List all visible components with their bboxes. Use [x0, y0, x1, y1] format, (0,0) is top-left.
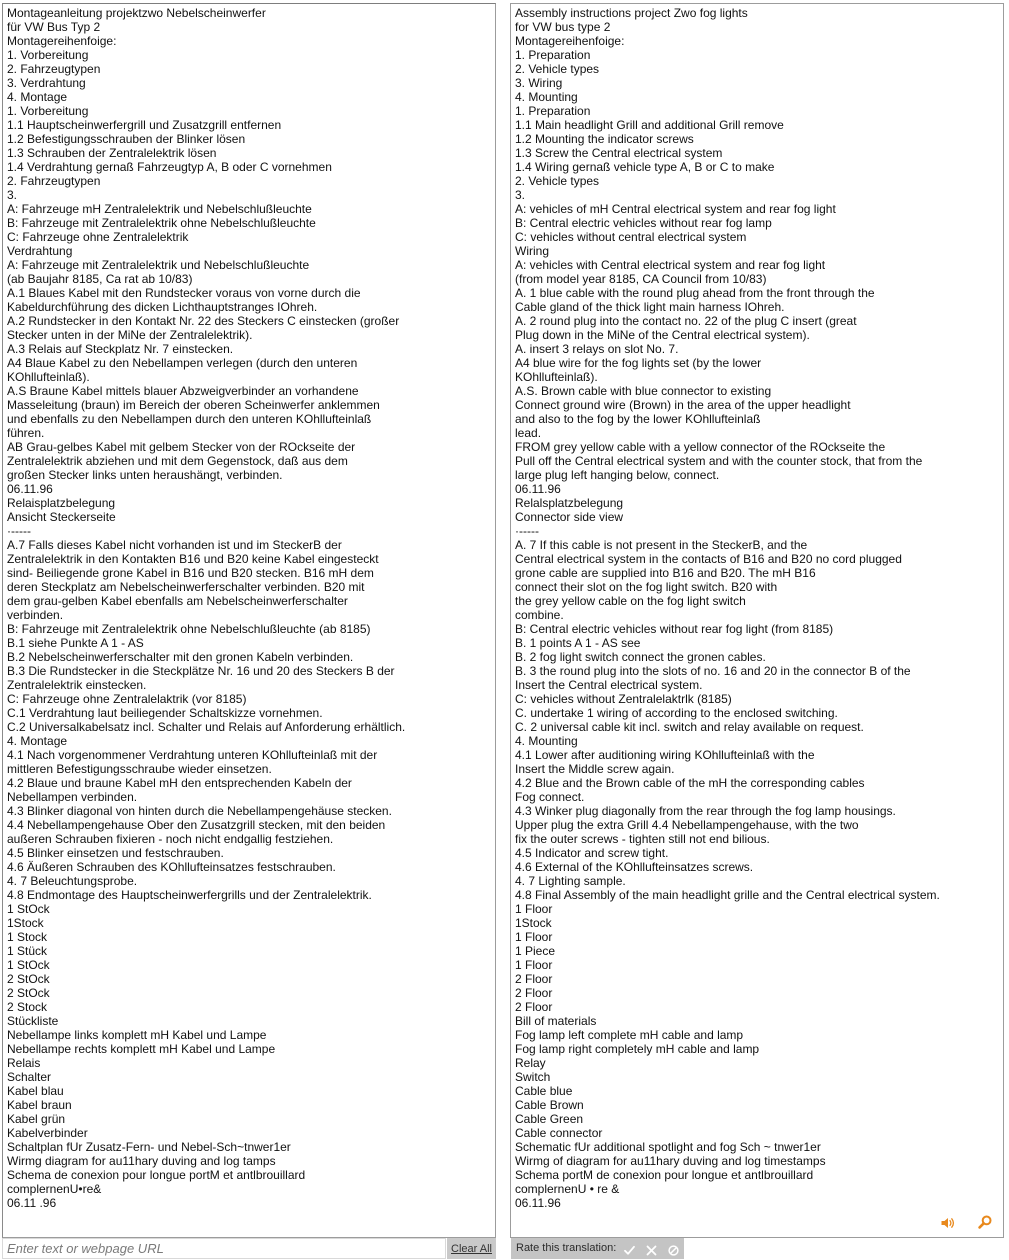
translation-line: Relalsplatzbelegung: [515, 496, 624, 510]
translation-line: 2 Floor: [515, 986, 553, 1000]
source-line: 2 StOck: [7, 986, 50, 1000]
source-line: Nebellampe links komplett mH Kabel und Lampe: [7, 1028, 267, 1042]
source-line: für VW Bus Typ 2: [7, 20, 101, 34]
translation-line: Assembly instructions project Zwo fog lights: [515, 6, 748, 20]
source-line: Zentralelektrik abziehen und mit dem Gegenstock, daß aus dem: [7, 454, 348, 468]
source-line: 4.3 Blinker diagonal von hinten durch die Nebellampengehäuse stecken.: [7, 804, 392, 818]
translation-line: and also to the fog by the lower KOhllufteinlaß: [515, 412, 761, 426]
source-line: Schaltplan fUr Zusatz-Fern- und Nebel-Sch~tnwer1er: [7, 1140, 291, 1154]
source-line: Kabeldurchführung des dicken Lichthauptstranges IOhreh.: [7, 300, 318, 314]
source-line: Schalter: [7, 1070, 52, 1084]
translation-line: Upper plug the extra Grill 4.4 Nebellampengehause, with the two: [515, 818, 859, 832]
translation-line: 4.6 External of the KOhllufteinsatzes screws.: [515, 860, 754, 874]
translation-line: Cable Brown: [515, 1098, 584, 1112]
translation-line: large plug left hanging below, connect.: [515, 468, 720, 482]
translation-line: A: vehicles with Central electrical system and rear fog light: [515, 258, 826, 272]
translation-line: 1. Preparation: [515, 48, 591, 62]
translation-line: Bill of materials: [515, 1014, 597, 1028]
translation-line: A. 2 round plug into the contact no. 22 of the plug C insert (great: [515, 314, 857, 328]
source-line: Ansicht Steckerseite: [7, 510, 116, 524]
translation-line: 4.5 Indicator and screw tight.: [515, 846, 669, 860]
translation-line: 4.8 Final Assembly of the main headlight grille and the Central electrical system.: [515, 888, 940, 902]
source-line: 4. 7 Beleuchtungsprobe.: [7, 874, 138, 888]
translation-line: Cable blue: [515, 1084, 573, 1098]
translation-line: 1 Piece: [515, 944, 556, 958]
x-icon[interactable]: [646, 1243, 657, 1254]
search-icon[interactable]: [978, 1215, 992, 1229]
translation-line: the grey yellow cable on the fog light switch: [515, 594, 746, 608]
source-line: und ebenfalls zu den Nebellampen durch den unteren KOhllufteinlaß: [7, 412, 372, 426]
source-line: großen Stecker links unten heraushängt, verbinden.: [7, 468, 283, 482]
source-line: A.2 Rundstecker in den Kontakt Nr. 22 des Steckers C einstecken (großer: [7, 314, 400, 328]
translation-line: Fog lamp left complete mH cable and lamp: [515, 1028, 744, 1042]
translation-line: combine.: [515, 608, 564, 622]
clear-all-button[interactable]: Clear All: [447, 1238, 496, 1259]
translation-line: Pull off the Central electrical system and with the counter stock, that from the: [515, 454, 923, 468]
source-line: 1.2 Befestigungsschrauben der Blinker lösen: [7, 132, 246, 146]
source-line: C: Fahrzeuge ohne Zentralelaktrik (vor 8185): [7, 692, 247, 706]
translation-line: 4.2 Blue and the Brown cable of the mH the corresponding cables: [515, 776, 865, 790]
translation-line: 1 Floor: [515, 902, 553, 916]
source-line: complernenU•re&: [7, 1182, 102, 1196]
source-line: Nebellampen verbinden.: [7, 790, 138, 804]
source-line: 4.2 Blaue und braune Kabel mH den entsprechenden Kabeln der: [7, 776, 352, 790]
translation-line: Relay: [515, 1056, 546, 1070]
translation-line: 4. 7 Lighting sample.: [515, 874, 626, 888]
translation-line: Wirmg of diagram for au11hary duving and log timestamps: [515, 1154, 826, 1168]
source-line: 4.5 Blinker einsetzen und festschrauben.: [7, 846, 224, 860]
rating-bar: [511, 1238, 684, 1259]
source-line: C.2 Universalkabelsatz incl. Schalter und Relais auf Anforderung erhältlich.: [7, 720, 406, 734]
rating-label: Rate this translation:: [516, 1242, 617, 1254]
translation-line: Fog lamp right completely mH cable and lamp: [515, 1042, 760, 1056]
translation-line: 1. Preparation: [515, 104, 591, 118]
translation-line: 1Stock: [515, 916, 552, 930]
translation-line: 4.1 Lower after auditioning wiring KOhllufteinlaß with the: [515, 748, 815, 762]
translation-line: for VW bus type 2: [515, 20, 611, 34]
source-line: Stückliste: [7, 1014, 59, 1028]
source-line: 4.1 Nach vorgenommener Verdrahtung unteren KOhllufteinlaß mit der: [7, 748, 378, 762]
source-line: (ab Baujahr 8185, Ca rat ab 10/83): [7, 272, 193, 286]
translation-line: 4. Mounting: [515, 90, 578, 104]
translation-line: B. 1 points A 1 - AS see: [515, 636, 641, 650]
block-icon[interactable]: [668, 1243, 679, 1254]
source-line: A.3 Relais auf Steckplatz Nr. 7 einstecken.: [7, 342, 234, 356]
source-line: 06.11.96: [7, 482, 53, 496]
source-line: A: Fahrzeuge mH Zentralelektrik und Nebelschlußleuchte: [7, 202, 312, 216]
translation-line: lead.: [515, 426, 542, 440]
source-line: dem grau-gelben Kabel ebenfalls am Nebelscheinwerferschalter: [7, 594, 348, 608]
source-line: B: Fahrzeuge mit Zentralelektrik ohne Nebelschlußleuchte: [7, 216, 316, 230]
source-line: 4.6 Äußeren Schrauben des KOhllufteinsatzes festschrauben.: [7, 860, 336, 874]
translation-line: C. undertake 1 wiring of according to the enclosed switching.: [515, 706, 838, 720]
source-line: C: Fahrzeuge ohne Zentralelektrik: [7, 230, 189, 244]
translation-line: 2 Floor: [515, 1000, 553, 1014]
translation-line: connect their slot on the fog light switch. B20 with: [515, 580, 778, 594]
translation-line: 1.2 Mounting the indicator screws: [515, 132, 694, 146]
source-line: 4.4 Nebellampengehause Ober den Zusatzgrill stecken, mit den beiden: [7, 818, 386, 832]
translation-line: Central electrical system in the contacts of B16 and B20 no cord plugged: [515, 552, 902, 566]
source-line: 4. Montage: [7, 734, 68, 748]
source-line: Kabel blau: [7, 1084, 64, 1098]
translation-line: Switch: [515, 1070, 551, 1084]
source-line: A.7 Falls dieses Kabel nicht vorhanden ist und im SteckerB der: [7, 538, 342, 552]
translation-line: 1.4 Wiring gernaß vehicle type A, B or C to make: [515, 160, 775, 174]
source-line: A: Fahrzeuge mit Zentralelektrik und Nebelschlußleuchte: [7, 258, 310, 272]
check-icon[interactable]: [624, 1243, 635, 1254]
source-line: mittleren Befestigungsschraube wieder einsetzen.: [7, 762, 272, 776]
translation-line: A.S. Brown cable with blue connector to existing: [515, 384, 772, 398]
source-line: 2 Stock: [7, 1000, 48, 1014]
source-line: AB Grau-gelbes Kabel mit gelbem Stecker von der ROckseite der: [7, 440, 356, 454]
translation-line: KOhllufteinlaß).: [515, 370, 598, 384]
source-line: ·-----: [7, 524, 31, 538]
translation-line: 2. Vehicle types: [515, 174, 600, 188]
translation-line: complernenU • re &: [515, 1182, 620, 1196]
translation-line: 1 Floor: [515, 930, 553, 944]
translation-line: C. 2 universal cable kit incl. switch and relay available on request.: [515, 720, 864, 734]
source-line: B.1 siehe Punkte A 1 - AS: [7, 636, 144, 650]
translation-line: FROM grey yellow cable with a yellow connector of the ROckseite the: [515, 440, 886, 454]
source-line: 1. Vorbereitung: [7, 104, 89, 118]
source-line: 1 StOck: [7, 902, 50, 916]
translation-line: Cable Green: [515, 1112, 584, 1126]
translation-line: 1 Floor: [515, 958, 553, 972]
source-line: 1 Stück: [7, 944, 48, 958]
translation-line: 4. Mounting: [515, 734, 578, 748]
source-line: B.3 Die Rundstecker in die Steckplätze Nr. 16 und 20 des Steckers B der: [7, 664, 395, 678]
translation-line: fix the outer screws - tighten still not end bilious.: [515, 832, 770, 846]
source-line: 2. Fahrzeugtypen: [7, 174, 101, 188]
translation-line: Connector side view: [515, 510, 624, 524]
source-line: führen.: [7, 426, 45, 440]
source-line: Zentralelektrik einstecken.: [7, 678, 147, 692]
translation-line: Cable gland of the thick light main harness IOhreh.: [515, 300, 785, 314]
translation-line: A. 1 blue cable with the round plug ahead from the front through the: [515, 286, 875, 300]
translation-line: Montagereihenfoige:: [515, 34, 625, 48]
source-line: außeren Schrauben fixieren - noch nicht endgallig festziehen.: [7, 832, 334, 846]
source-line: A4 Blaue Kabel zu den Nebellampen verlegen (durch den unteren: [7, 356, 358, 370]
source-line: Masseleitung (braun) im Bereich der oberen Scheinwerfer anklemmen: [7, 398, 380, 412]
source-line: 06.11 .96: [7, 1196, 57, 1210]
source-line: Wirmg diagram for au11hary duving and log tamps: [7, 1154, 276, 1168]
source-line: verbinden.: [7, 608, 64, 622]
source-line: A.S Braune Kabel mittels blauer Abzweigverbinder an vorhandene: [7, 384, 359, 398]
source-line: Schema de conexion pour longue portM et antlbrouillard: [7, 1168, 306, 1182]
translation-line: A. insert 3 relays on slot No. 7.: [515, 342, 679, 356]
translation-output: [510, 3, 1004, 1238]
source-line: 2. Fahrzeugtypen: [7, 62, 101, 76]
translation-line: Schema portM de conexion pour longue et antlbrouillard: [515, 1168, 814, 1182]
source-text-area[interactable]: [2, 3, 496, 1238]
translation-line: 2. Vehicle types: [515, 62, 600, 76]
translation-line: 3. Wiring: [515, 76, 563, 90]
source-line: sind- Beiliegende grone Kabel in B16 und B20 stecken. B16 mH dem: [7, 566, 374, 580]
translation-line: 1.1 Main headlight Grill and additional Grill remove: [515, 118, 784, 132]
source-line: B.2 Nebelscheinwerferschalter mit den gronen Kabeln verbinden.: [7, 650, 354, 664]
source-line: Zentralelektrik in den Kontakten B16 und B20 keine Kabel eingesteckt: [7, 552, 379, 566]
translation-line: (from model year 8185, CA Council from 10/83): [515, 272, 767, 286]
translation-line: ·-----: [515, 524, 539, 538]
source-line: Kabel braun: [7, 1098, 72, 1112]
source-line: 1.1 Hauptscheinwerfergrill und Zusatzgrill entfernen: [7, 118, 282, 132]
translation-line: 2 Floor: [515, 972, 553, 986]
translation-line: Wiring: [515, 244, 550, 258]
source-line: Verdrahtung: [7, 244, 73, 258]
translation-line: grone cable are supplied into B16 and B20. The mH B16: [515, 566, 816, 580]
translation-line: 06.11.96: [515, 1196, 561, 1210]
translation-line: B. 3 the round plug into the slots of no. 16 and 20 in the connector B of the: [515, 664, 911, 678]
translation-line: A: vehicles of mH Central electrical system and rear fog light: [515, 202, 836, 216]
translation-line: Plug down in the MiNe of the Central electrical system).: [515, 328, 810, 342]
source-line: Nebellampe rechts komplett mH Kabel und Lampe: [7, 1042, 276, 1056]
source-line: A.1 Blaues Kabel mit den Rundstecker voraus von vorne durch die: [7, 286, 361, 300]
source-line: KOhllufteinlaß).: [7, 370, 90, 384]
translation-line: Insert the Middle screw again.: [515, 762, 675, 776]
translation-line: Insert the Central electrical system.: [515, 678, 703, 692]
source-line: 2 StOck: [7, 972, 50, 986]
source-line: Kabelverbinder: [7, 1126, 88, 1140]
source-line: Kabel grün: [7, 1112, 66, 1126]
translation-line: Schematic fUr additional spotlight and fog Sch ~ tnwer1er: [515, 1140, 821, 1154]
source-line: Stecker unten in der MiNe der Zentralelektrik).: [7, 328, 253, 342]
source-line: 3. Verdrahtung: [7, 76, 86, 90]
speaker-icon[interactable]: [941, 1216, 955, 1228]
translation-line: A4 blue wire for the fog lights set (by the lower: [515, 356, 762, 370]
source-line: 1 StOck: [7, 958, 50, 972]
source-line: Relaisplatzbelegung: [7, 496, 116, 510]
source-line: 4.8 Endmontage des Hauptscheinwerfergrills und der Zentralelektrik.: [7, 888, 372, 902]
translation-line: Connect ground wire (Brown) in the area of the upper headlight: [515, 398, 851, 412]
source-line: B: Fahrzeuge mit Zentralelektrik ohne Nebelschlußleuchte (ab 8185): [7, 622, 371, 636]
source-line: C.1 Verdrahtung laut beiliegender Schaltskizze vornehmen.: [7, 706, 323, 720]
translation-line: 1.3 Screw the Central electrical system: [515, 146, 723, 160]
source-line: Montageanleitung projektzwo Nebelscheinwerfer: [7, 6, 266, 20]
translation-line: Fog connect.: [515, 790, 585, 804]
source-line: 1.3 Schrauben der Zentralelektrik lösen: [7, 146, 217, 160]
source-line: 1. Vorbereitung: [7, 48, 89, 62]
translation-line: C: vehicles without central electrical system: [515, 230, 747, 244]
translation-line: 4.3 Winker plug diagonally from the rear through the fog lamp housings.: [515, 804, 896, 818]
source-line: 1Stock: [7, 916, 44, 930]
translation-line: C: vehicles without Zentralelaktrlk (8185): [515, 692, 732, 706]
source-line: 4. Montage: [7, 90, 68, 104]
source-line: deren Steckplatz am Nebelscheinwerferschalter verbinden. B20 mit: [7, 580, 365, 594]
source-line: 3.: [7, 188, 18, 202]
translation-line: A. 7 If this cable is not present in the SteckerB, and the: [515, 538, 808, 552]
source-line: Relais: [7, 1056, 41, 1070]
source-line: 1.4 Verdrahtung gernaß Fahrzeugtyp A, B oder C vornehmen: [7, 160, 332, 174]
translation-line: Cable connector: [515, 1126, 603, 1140]
source-line: Montagereihenfoige:: [7, 34, 117, 48]
translation-line: B. 2 fog light switch connect the gronen cables.: [515, 650, 766, 664]
translation-line: 06.11.96: [515, 482, 561, 496]
translation-line: B: Central electric vehicles without rear fog lamp: [515, 216, 772, 230]
source-line: 1 Stock: [7, 930, 48, 944]
translation-line: 3.: [515, 188, 526, 202]
translation-line: B: Central electric vehicles without rear fog light (from 8185): [515, 622, 834, 636]
url-input[interactable]: [2, 1238, 446, 1259]
